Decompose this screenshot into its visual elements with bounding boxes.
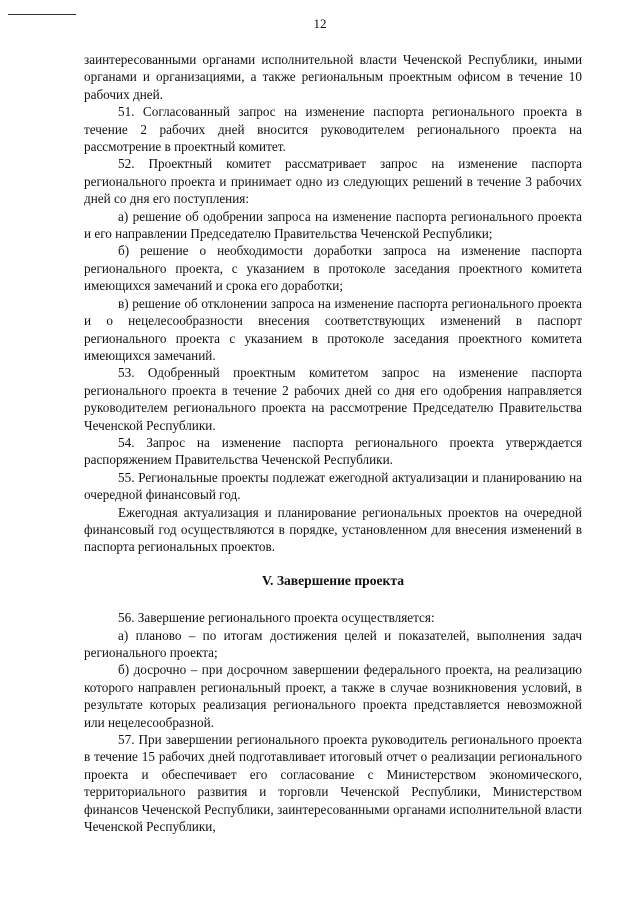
- paragraph-52-b: б) решение о необходимости доработки запроса на изменение паспорта регионального проекта, с указанием в протоколе заседания проектного комитета имеющихся замечаний и срока его доработки;: [84, 243, 582, 294]
- paragraph-55-annual-update: Ежегодная актуализация и планирование региональных проектов на очередной финансовый год осуществляются в порядке, установленном для внесения изменений в паспорта региональных проектов.: [84, 504, 582, 555]
- page-number: 12: [313, 16, 327, 31]
- paragraph-55: 55. Региональные проекты подлежат ежегодной актуализации и планированию на очередной финансовый год.: [84, 469, 582, 503]
- paragraph-53: 53. Одобренный проектным комитетом запрос на изменение паспорта регионального проекта в течение 2 рабочих дней со дня его одобрения направляется руководителем регионального проекта на рассмотрение Председателю Правительства Чеченской Республики.: [84, 365, 582, 433]
- document-body: [84, 51, 582, 835]
- paragraph-52-v: в) решение об отклонении запроса на изменение паспорта регионального проекта и о нецелесообразности внесения соответствующих изменений в паспорт регионального проекта с указанием в протоколе заседания проектного комитета имеющихся замечаний.: [84, 295, 582, 363]
- paragraph-57: 57. При завершении регионального проекта руководитель регионального проекта в течение 15 рабочих дней подготавливает итоговый отчет о реализации регионального проекта и обеспечивает его согласование с Министерством экономического, территориального развития и торговли Чеченской Республики, Министерством финансов Чеченской Республики, заинтересованными органами исполнительной власти Чеченской Республики,: [84, 732, 582, 835]
- paragraph-56-a: а) планово – по итогам достижения целей и показателей, выполнения задач регионального проекта;: [84, 627, 582, 660]
- paragraph-54: 54. Запрос на изменение паспорта регионального проекта утверждается распоряжением Правительства Чеченской Республики.: [84, 434, 582, 468]
- section-heading: V. Завершение проекта: [261, 572, 405, 588]
- paragraph-51: 51. Согласованный запрос на изменение паспорта регионального проекта в течение 2 рабочих дней вносится руководителем регионального проекта на рассмотрение в проектный комитет.: [84, 104, 582, 155]
- paragraph-56-b: б) досрочно – при досрочном завершении федерального проекта, на реализацию которого направлен региональный проект, а также в случае возникновения условий, в результате которых реализация регионального проекта представляется невозможной или нецелесообразной.: [84, 662, 582, 730]
- paragraph-56: 56. Завершение регионального проекта осуществляется:: [118, 610, 435, 626]
- paragraph-52-a: а) решение об одобрении запроса на изменение паспорта регионального проекта и его направлении Председателю Правительства Чеченской Республики;: [84, 208, 582, 242]
- header-rule: [8, 14, 76, 15]
- paragraph-continuation: заинтересованными органами исполнительной власти Чеченской Республики, иными органами и организациями, а также региональным проектным офисом в течение 10 рабочих дней.: [84, 52, 582, 102]
- paragraph-52: 52. Проектный комитет рассматривает запрос на изменение паспорта регионального проекта и принимает одно из следующих решений в течение 3 рабочих дней со дня его поступления:: [84, 156, 582, 207]
